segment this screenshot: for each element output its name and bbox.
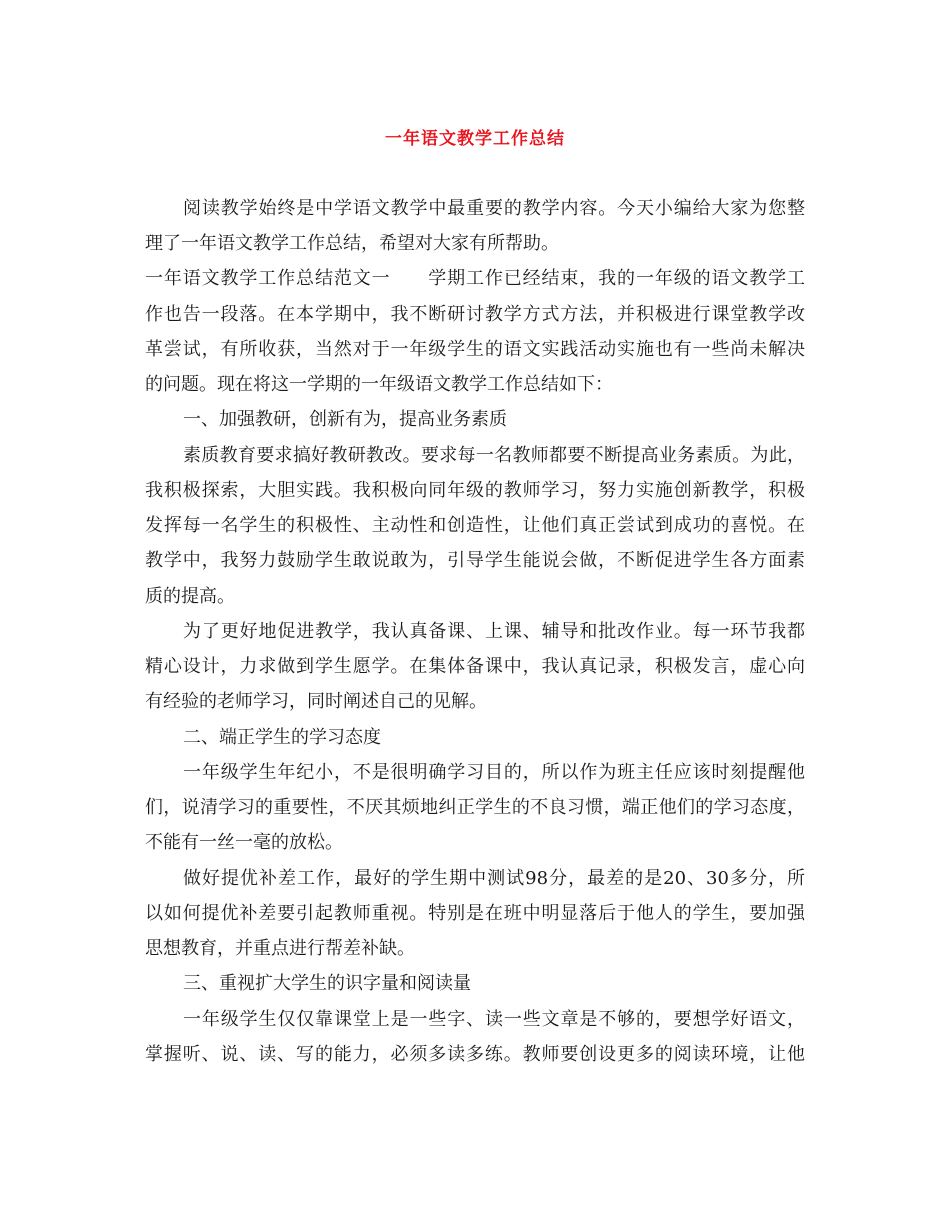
paragraph-line: 质的提高。 xyxy=(145,586,235,607)
paragraph-line: 素质教育要求搞好教研教改。要求每一名教师都要不断提高业务素质。为此， xyxy=(183,445,805,466)
paragraph-line: 作也告一段落。在本学期中，我不断研讨教学方式方法，并积极进行课堂教学改 xyxy=(145,304,805,325)
paragraph-line: 们，说清学习的重要性，不厌其烦地纠正学生的不良习惯，端正他们的学习态度， xyxy=(145,797,805,818)
paragraph-line: 阅读教学始终是中学语文教学中最重要的教学内容。今天小编给大家为您整 xyxy=(183,198,805,219)
paragraph-line: 的问题。现在将这一学期的一年级语文教学工作总结如下： xyxy=(145,374,613,395)
paragraph-line: 我积极探索，大胆实践。我积极向同年级的教师学习，努力实施创新教学，积极 xyxy=(145,480,805,501)
paragraph-line: 思想教育，并重点进行帮差补缺。 xyxy=(145,938,415,959)
section-heading: 二、端正学生的学习态度 xyxy=(183,727,381,748)
paragraph-line: 不能有一丝一毫的放松。 xyxy=(145,832,343,853)
paragraph-line: 发挥每一名学生的积极性、主动性和创造性，让他们真正尝试到成功的喜悦。在 xyxy=(145,515,805,536)
section-heading: 一、加强教研，创新有为，提高业务素质 xyxy=(183,409,507,430)
paragraph-line: 为了更好地促进教学，我认真备课、上课、辅导和批改作业。每一环节我都 xyxy=(183,621,805,642)
paragraph-line: 革尝试，有所收获，当然对于一年级学生的语文实践活动实施也有一些尚未解决 xyxy=(145,339,805,360)
paragraph-line: 精心设计，力求做到学生愿学。在集体备课中，我认真记录，积极发言，虚心向 xyxy=(145,656,805,677)
paragraph-line: 一年语文教学工作总结范文一 学期工作已经结束，我的一年级的语文教学工 xyxy=(145,268,805,289)
paragraph-line: 以如何提优补差要引起教师重视。特别是在班中明显落后于他人的学生，要加强 xyxy=(145,903,805,924)
paragraph-line: 掌握听、说、读、写的能力，必须多读多练。教师要创设更多的阅读环境，让他 xyxy=(145,1044,805,1065)
paragraph-line: 理了一年语文教学工作总结，希望对大家有所帮助。 xyxy=(145,233,559,254)
paragraph-line: 教学中，我努力鼓励学生敢说敢为，引导学生能说会做，不断促进学生各方面素 xyxy=(145,550,805,571)
paragraph-line: 有经验的老师学习，同时阐述自己的见解。 xyxy=(145,691,487,712)
document-title: 一年语文教学工作总结 xyxy=(385,129,565,149)
paragraph-line: 一年级学生年纪小，不是很明确学习目的，所以作为班主任应该时刻提醒他 xyxy=(183,762,805,783)
paragraph-line: 一年级学生仅仅靠课堂上是一些字、读一些文章是不够的，要想学好语文， xyxy=(183,1009,805,1030)
section-heading: 三、重视扩大学生的识字量和阅读量 xyxy=(183,973,471,994)
paragraph-line: 做好提优补差工作，最好的学生期中测试98分，最差的是20、30多分，所 xyxy=(183,868,805,889)
